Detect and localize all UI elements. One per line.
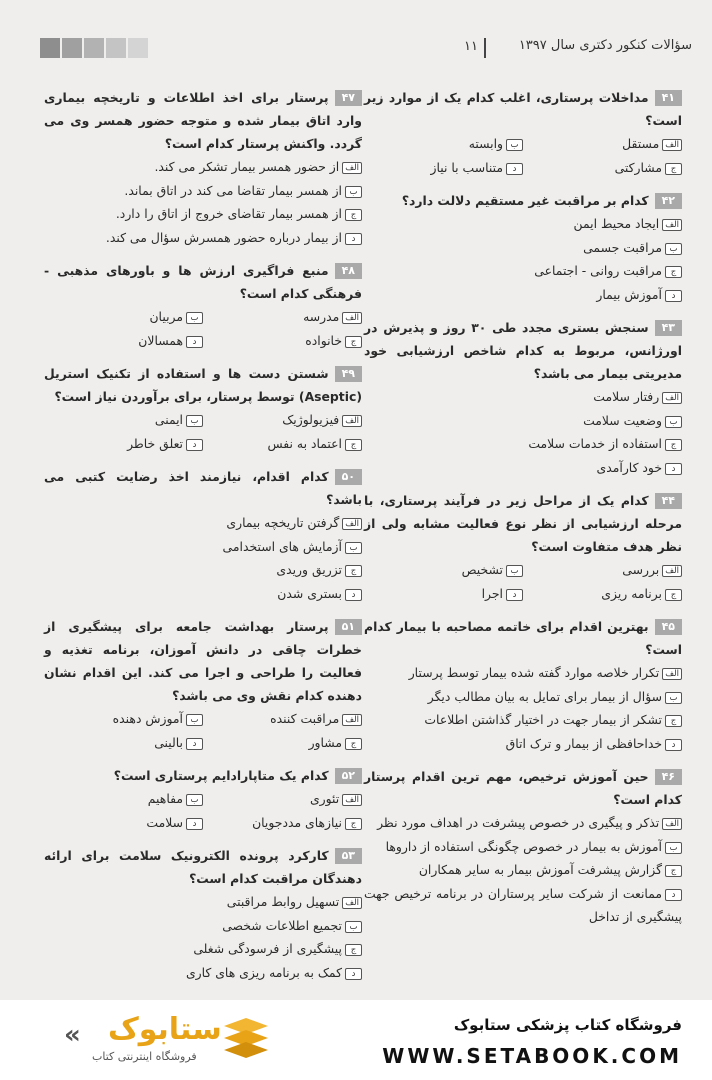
header-title: سؤالات کنکور دکتری سال ۱۳۹۷ bbox=[518, 38, 692, 53]
option-letter: ب bbox=[345, 921, 362, 933]
option-row bbox=[44, 408, 362, 432]
option-row bbox=[44, 811, 362, 835]
question-number: ۴۶ bbox=[655, 769, 682, 785]
question-text bbox=[44, 259, 362, 305]
option-text: وضعیت سلامت bbox=[583, 412, 662, 428]
question-number: ۴۵ bbox=[655, 619, 682, 635]
option-letter: د bbox=[506, 589, 523, 601]
question-number: ۴۴ bbox=[655, 493, 682, 509]
question-number: ۵۲ bbox=[335, 768, 362, 784]
option-text: استفاده از خدمات سلامت bbox=[528, 436, 662, 451]
answer-option bbox=[44, 226, 362, 250]
option-text: تئوری bbox=[309, 791, 340, 806]
option-letter: ج bbox=[345, 336, 362, 348]
question-number: ۴۸ bbox=[335, 263, 362, 279]
option-text: مراقبت کننده bbox=[270, 711, 340, 726]
answer-option bbox=[364, 156, 523, 180]
option-text: آزمایش های استخدامی bbox=[222, 538, 342, 554]
option-text: همسالان bbox=[138, 332, 183, 348]
option-letter: ج bbox=[345, 944, 362, 956]
question-number: ۴۹ bbox=[335, 366, 362, 382]
option-text: آموزش بیمار bbox=[596, 286, 662, 302]
question bbox=[44, 362, 362, 455]
option-letter: الف bbox=[662, 668, 682, 680]
option-letter: د bbox=[345, 968, 362, 980]
answer-option bbox=[364, 708, 682, 732]
question bbox=[44, 465, 362, 605]
question bbox=[44, 844, 362, 984]
store-logo bbox=[30, 1012, 280, 1072]
option-letter: ب bbox=[506, 139, 523, 151]
question-text bbox=[364, 189, 682, 212]
option-row bbox=[364, 156, 682, 180]
answer-option bbox=[364, 432, 682, 456]
option-letter: ب bbox=[186, 714, 203, 726]
question bbox=[44, 259, 362, 352]
option-row bbox=[364, 558, 682, 582]
answer-option bbox=[364, 685, 682, 709]
option-letter: ج bbox=[665, 163, 682, 175]
question-text bbox=[44, 362, 362, 408]
answer-option bbox=[364, 283, 682, 307]
question-body: کارکرد پرونده الکترونیک سلامت برای ارائه دهندگان مراقبت کدام است؟ bbox=[44, 848, 362, 886]
answer-option bbox=[44, 155, 362, 179]
question-body: پرستار برای اخذ اطلاعات و تاریخچه بیماری وارد اتاق بیمار شده و متوجه حضور همسر وی می گردد. واکنش پرستار کدام است؟ bbox=[44, 90, 362, 151]
answer-option bbox=[364, 409, 682, 433]
store-name: فروشگاه کتاب پزشکی ستابوک bbox=[453, 1016, 682, 1034]
answer-option bbox=[364, 259, 682, 283]
answer-option bbox=[44, 937, 362, 961]
option-letter: د bbox=[665, 463, 682, 475]
answer-option bbox=[44, 961, 362, 985]
option-text: از همسر بیمار تقاضا می کند در اتاق بماند. bbox=[124, 182, 342, 198]
option-text: وابسته bbox=[468, 136, 503, 151]
question-text bbox=[44, 465, 362, 511]
option-text: آموزش به بیمار در خصوص چگونگی استفاده از داروها bbox=[385, 838, 662, 854]
option-text: ایجاد محیط ایمن bbox=[573, 216, 660, 231]
option-letter: الف bbox=[662, 219, 682, 231]
question-number: ۴۱ bbox=[655, 90, 682, 106]
answer-option bbox=[364, 882, 682, 929]
option-text: سلامت bbox=[146, 814, 183, 830]
option-text: اجرا bbox=[481, 585, 503, 601]
option-text: پیشگیری از فرسودگی شغلی bbox=[193, 941, 342, 956]
option-text: از بیمار درباره حضور همسرش سؤال می کند. bbox=[105, 229, 342, 245]
answer-option bbox=[44, 707, 203, 731]
answer-option bbox=[523, 132, 682, 156]
question-text bbox=[44, 764, 362, 787]
option-letter: الف bbox=[342, 897, 362, 909]
option-letter: ج bbox=[665, 715, 682, 727]
option-row bbox=[44, 432, 362, 456]
answer-option bbox=[364, 558, 523, 582]
left-column bbox=[44, 86, 362, 994]
option-letter: ب bbox=[665, 416, 682, 428]
chevron-icon: « bbox=[64, 1020, 75, 1050]
answer-option bbox=[364, 732, 682, 756]
option-letter: د bbox=[186, 439, 203, 451]
question bbox=[364, 316, 682, 479]
answer-option bbox=[364, 212, 682, 236]
answer-option bbox=[364, 456, 682, 480]
answer-option bbox=[44, 582, 362, 606]
option-text: مشارکتی bbox=[614, 159, 662, 175]
question-body: بهترین اقدام برای خاتمه مصاحبه با بیمار کدام است؟ bbox=[364, 619, 682, 657]
option-letter: د bbox=[665, 290, 682, 302]
answer-option bbox=[44, 179, 362, 203]
answer-option bbox=[44, 202, 362, 226]
answer-option bbox=[523, 582, 682, 606]
answer-option bbox=[203, 707, 362, 731]
answer-option bbox=[203, 787, 362, 811]
question-body: منبع فراگیری ارزش ها و باورهای مذهبی - فرهنگی کدام است؟ bbox=[44, 263, 362, 301]
option-text: ایمنی bbox=[154, 412, 183, 427]
question-body: سنجش بستری مجدد طی ۳۰ روز و پذیرش در اورژانس، مربوط به کدام شاخص ارزشیابی خود مدیریتی بیمار می باشد؟ bbox=[364, 320, 682, 381]
option-text: تکرار خلاصه موارد گفته شده بیمار توسط پرستار bbox=[408, 665, 660, 680]
question-body: کدام بر مراقبت غیر مستقیم دلالت دارد؟ bbox=[401, 193, 649, 208]
option-letter: د bbox=[506, 163, 523, 175]
header-divider bbox=[484, 38, 486, 58]
option-text: گزارش پیشرفت آموزش بیمار به سایر همکاران bbox=[418, 862, 662, 877]
option-letter: ب bbox=[186, 415, 203, 427]
question-number: ۴۲ bbox=[655, 193, 682, 209]
option-letter: ج bbox=[345, 818, 362, 830]
option-text: مراقبت جسمی bbox=[583, 239, 662, 255]
option-letter: د bbox=[186, 738, 203, 750]
question-text bbox=[364, 615, 682, 661]
option-row bbox=[364, 132, 682, 156]
option-letter: ج bbox=[665, 865, 682, 877]
option-letter: الف bbox=[662, 392, 682, 404]
option-text: مشاور bbox=[308, 734, 342, 750]
option-text: بالینی bbox=[154, 734, 183, 750]
option-text: مفاهیم bbox=[147, 791, 183, 806]
option-text: خداحافظی از بیمار و ترک اتاق bbox=[505, 735, 662, 751]
question-body: شستن دست ها و استفاده از تکنیک استریل (Aseptic) توسط پرستار، برای برآوردن نیاز است؟ bbox=[44, 366, 362, 404]
option-letter: الف bbox=[342, 518, 362, 530]
logo-tagline: فروشگاه اینترنتی کتاب bbox=[92, 1050, 197, 1063]
question-body: کدام یک از مراحل زیر در فرآیند پرستاری، با مرحله ارزشیابی از نظر نوع فعالیت مشابه ولی از نظر هدف متفاوت است؟ bbox=[364, 493, 682, 554]
answer-option bbox=[523, 156, 682, 180]
answer-option bbox=[203, 408, 362, 432]
option-row bbox=[44, 329, 362, 353]
answer-option bbox=[203, 811, 362, 835]
answer-option bbox=[44, 408, 203, 432]
option-letter: ب bbox=[186, 312, 203, 324]
option-letter: ب bbox=[665, 692, 682, 704]
answer-option bbox=[203, 329, 362, 353]
option-letter: ب bbox=[345, 542, 362, 554]
option-text: مدرسه bbox=[303, 309, 340, 324]
option-text: بررسی bbox=[622, 562, 660, 577]
answer-option bbox=[364, 385, 682, 409]
option-letter: ب bbox=[665, 842, 682, 854]
option-text: آموزش دهنده bbox=[112, 711, 183, 726]
option-letter: الف bbox=[662, 818, 682, 830]
option-letter: ج bbox=[345, 565, 362, 577]
answer-option bbox=[44, 329, 203, 353]
question-text bbox=[44, 615, 362, 707]
answer-option bbox=[364, 858, 682, 882]
question-text bbox=[364, 316, 682, 385]
option-letter: الف bbox=[662, 139, 682, 151]
option-text: مربیان bbox=[149, 309, 183, 324]
option-text: نیازهای مددجویان bbox=[252, 814, 342, 830]
option-row bbox=[44, 731, 362, 755]
option-letter: الف bbox=[342, 312, 362, 324]
option-text: تذکر و پیگیری در خصوص پیشرفت در اهداف مورد نظر bbox=[377, 815, 660, 830]
option-text: فیزیولوژیک bbox=[282, 412, 340, 427]
answer-option bbox=[44, 432, 203, 456]
right-column bbox=[364, 86, 682, 939]
option-letter: ب bbox=[506, 565, 523, 577]
option-text: ممانعت از شرکت سایر پرستاران در برنامه ترخیص جهت پیشگیری از تداخل bbox=[364, 885, 682, 924]
option-text: مستقل bbox=[622, 136, 660, 151]
question-text bbox=[44, 86, 362, 155]
page-number: ۱۱ bbox=[464, 39, 478, 54]
option-text: تزریق وریدی bbox=[276, 562, 342, 577]
answer-option bbox=[203, 305, 362, 329]
question-text bbox=[364, 765, 682, 811]
store-url: WWW.SETABOOK.COM bbox=[382, 1044, 682, 1068]
question-number: ۴۳ bbox=[655, 320, 682, 336]
option-letter: ج bbox=[345, 738, 362, 750]
option-letter: الف bbox=[662, 565, 682, 577]
option-text: تسهیل روابط مراقبتی bbox=[226, 894, 340, 909]
page-header bbox=[40, 36, 692, 62]
option-text: تشکر از بیمار جهت در اختیار گذاشتن اطلاعات bbox=[424, 712, 662, 727]
option-text: خانواده bbox=[305, 332, 342, 348]
question bbox=[44, 86, 362, 249]
option-letter: ب bbox=[345, 186, 362, 198]
question bbox=[44, 764, 362, 834]
question bbox=[364, 615, 682, 755]
option-letter: د bbox=[665, 889, 682, 901]
answer-option bbox=[44, 511, 362, 535]
question bbox=[364, 86, 682, 179]
option-letter: ج bbox=[665, 266, 682, 278]
option-letter: د bbox=[665, 739, 682, 751]
option-row bbox=[364, 582, 682, 606]
option-row bbox=[44, 305, 362, 329]
option-letter: د bbox=[186, 818, 203, 830]
option-letter: د bbox=[345, 233, 362, 245]
answer-option bbox=[364, 811, 682, 835]
question bbox=[364, 189, 682, 306]
answer-option bbox=[44, 914, 362, 938]
question-number: ۵۰ bbox=[335, 469, 362, 485]
option-text: مراقبت روانی - اجتماعی bbox=[534, 263, 662, 278]
question-text bbox=[364, 86, 682, 132]
answer-option bbox=[203, 731, 362, 755]
question-number: ۵۳ bbox=[335, 848, 362, 864]
answer-option bbox=[203, 432, 362, 456]
question bbox=[364, 765, 682, 929]
question-number: ۴۷ bbox=[335, 90, 362, 106]
question-body: مداخلات پرستاری، اغلب کدام یک از موارد زیر است؟ bbox=[364, 90, 682, 128]
question-body: کدام اقدام، نیازمند اخذ رضایت کتبی می باشد؟ bbox=[44, 469, 362, 507]
option-letter: د bbox=[186, 336, 203, 348]
answer-option bbox=[44, 787, 203, 811]
header-decoration bbox=[40, 38, 148, 58]
option-letter: الف bbox=[342, 162, 362, 174]
option-letter: ج bbox=[665, 589, 682, 601]
question-body: کدام یک متاپارادایم پرستاری است؟ bbox=[113, 768, 329, 783]
option-text: متناسب با نیاز bbox=[430, 159, 503, 175]
option-text: تجمیع اطلاعات شخصی bbox=[222, 917, 342, 933]
answer-option bbox=[44, 731, 203, 755]
option-letter: الف bbox=[342, 714, 362, 726]
option-text: رفتار سلامت bbox=[593, 389, 660, 404]
option-letter: الف bbox=[342, 415, 362, 427]
question-body: پرستار بهداشت جامعه برای پیشگیری از خطرات چاقی در دانش آموزان، برنامه تغذیه و فعالیت را طراحی و اجرا می کند. این اقدام نشان دهنده کدام نقش وی می باشد؟ bbox=[44, 619, 362, 703]
answer-option bbox=[44, 558, 362, 582]
option-text: کمک به برنامه ریزی های کاری bbox=[185, 964, 342, 980]
answer-option bbox=[44, 535, 362, 559]
option-letter: ج bbox=[665, 439, 682, 451]
answer-option bbox=[364, 661, 682, 685]
option-letter: ب bbox=[665, 243, 682, 255]
answer-option bbox=[364, 236, 682, 260]
option-letter: الف bbox=[342, 794, 362, 806]
option-letter: ج bbox=[345, 209, 362, 221]
answer-option bbox=[364, 835, 682, 859]
option-letter: د bbox=[345, 589, 362, 601]
question-text bbox=[44, 844, 362, 890]
answer-option bbox=[364, 582, 523, 606]
logo-name: ستابوک bbox=[108, 1012, 222, 1047]
question bbox=[364, 489, 682, 605]
question bbox=[44, 615, 362, 754]
option-text: از همسر بیمار تقاضای خروج از اتاق را دارد. bbox=[115, 206, 342, 221]
option-text: اعتماد به نفس bbox=[267, 435, 342, 451]
option-letter: ج bbox=[345, 439, 362, 451]
answer-option bbox=[44, 890, 362, 914]
book-stack-icon bbox=[220, 1016, 272, 1068]
option-text: بستری شدن bbox=[277, 585, 342, 601]
option-letter: ب bbox=[186, 794, 203, 806]
answer-option bbox=[364, 132, 523, 156]
option-text: برنامه ریزی bbox=[601, 585, 662, 601]
option-text: از حضور همسر بیمار تشکر می کند. bbox=[154, 159, 340, 174]
answer-option bbox=[523, 558, 682, 582]
question-number: ۵۱ bbox=[335, 619, 362, 635]
option-text: تشخیص bbox=[461, 562, 503, 577]
option-text: گرفتن تاریخچه بیماری bbox=[226, 515, 340, 530]
option-text: تعلق خاطر bbox=[127, 435, 183, 451]
option-row bbox=[44, 787, 362, 811]
option-row bbox=[44, 707, 362, 731]
question-text bbox=[364, 489, 682, 558]
answer-option bbox=[44, 811, 203, 835]
option-text: خود کارآمدی bbox=[596, 459, 662, 475]
answer-option bbox=[44, 305, 203, 329]
store-footer bbox=[0, 1000, 712, 1080]
question-body: حین آموزش ترخیص، مهم ترین اقدام پرستار کدام است؟ bbox=[364, 769, 682, 807]
option-text: سؤال از بیمار برای تمایل به بیان مطالب دیگر bbox=[427, 688, 662, 704]
